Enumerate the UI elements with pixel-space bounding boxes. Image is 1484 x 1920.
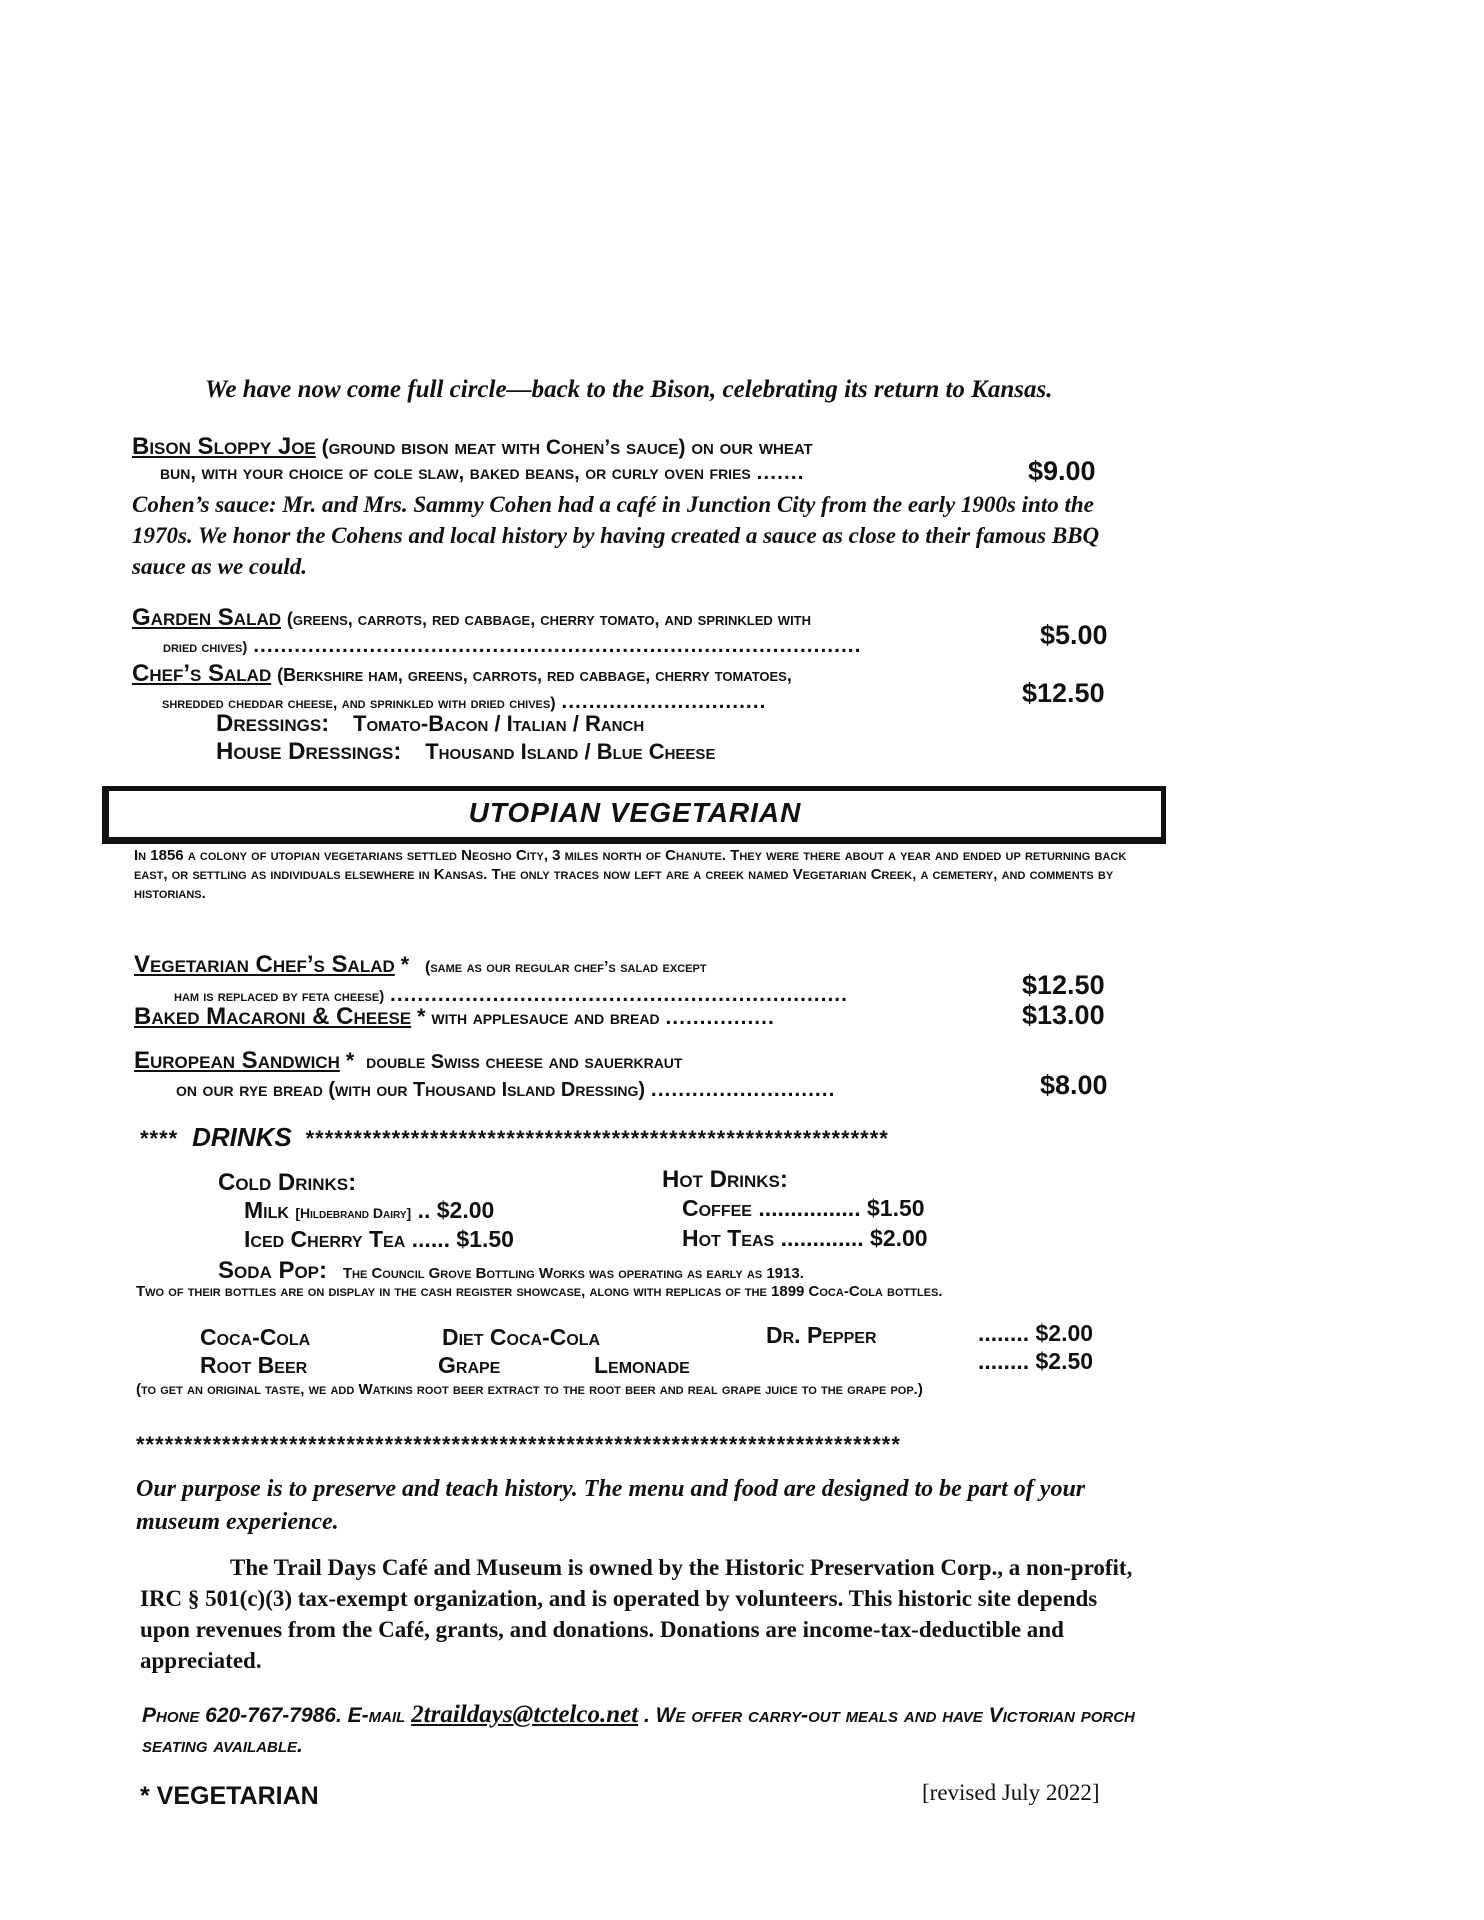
mac-cheese-price: $13.00 [1022, 1000, 1105, 1030]
sloppy-joe-dots: ....... [756, 461, 805, 484]
phone-text: Phone 620-767-7986. [142, 1704, 342, 1727]
sloppy-joe-desc-1: (ground bison meat with Cohen’s sauce) on our wheat [321, 436, 813, 459]
contact-info [142, 1700, 1162, 1761]
hot-drink-teas [682, 1225, 928, 1252]
utopian-vegetarian-title: UTOPIAN VEGETARIAN [468, 797, 802, 828]
drinks-header [140, 1122, 889, 1153]
purpose-statement: Our purpose is to preserve and teach history. The menu and food are designed to be part of your museum experience. [136, 1476, 1086, 1535]
european-sandwich-line-1 [134, 1047, 682, 1075]
soda-coca-cola: Coca-Cola [200, 1324, 311, 1350]
european-sandwich-desc-2: on our rye bread (with our Thousand Island Dressing) [176, 1079, 646, 1101]
garden-salad-price: $5.00 [1040, 620, 1108, 650]
cohens-sauce-note: Cohen’s sauce: Mr. and Mrs. Sammy Cohen had a café in Junction City from the early 1900s into the 1970s. We honor the Cohens and local history by having created a sauce as close to their famous BBQ sauce as we could. [132, 492, 1100, 579]
coffee-name: Coffee [682, 1195, 752, 1221]
european-sandwich-name: European Sandwich [134, 1047, 340, 1074]
chefs-salad-desc-2: shredded cheddar cheese, and sprinkled with dried chives) [162, 695, 556, 712]
house-dressings-options: Thousand Island / Blue Cheese [425, 739, 716, 764]
mac-cheese-name: Baked Macaroni & Cheese [134, 1003, 412, 1030]
hot-teas-dots: ............. [780, 1225, 864, 1251]
house-dressings-label: House Dressings: [216, 738, 402, 765]
garden-salad-name: Garden Salad [132, 604, 282, 631]
milk-note: [Hildebrand Dairy] [295, 1205, 412, 1221]
veg-chefs-salad-name: Vegetarian Chef’s Salad [134, 951, 395, 978]
garden-salad-line-1 [132, 604, 811, 632]
soda-original-taste-note: (to get an original taste, we add Watkins root beer extract to the root beer and real grape juice to the grape pop.) [136, 1381, 923, 1398]
soda-dr-pepper: Dr. Pepper [766, 1322, 877, 1348]
chefs-salad-line-1 [132, 660, 792, 688]
veg-chefs-salad-desc-2: ham is replaced by feta cheese) [174, 988, 385, 1005]
dressings-line [216, 710, 644, 738]
garden-salad-desc-2: dried chives) [163, 639, 248, 656]
cold-drink-milk [244, 1197, 494, 1224]
veg-chefs-salad-mark: * [400, 952, 410, 977]
soda-pop-line [218, 1257, 804, 1285]
soda-root-beer: Root Beer [200, 1352, 308, 1378]
soda-pop-note-2: Two of their bottles are on display in the cash register showcase, along with replicas of the 1899 Coca-Cola bottles. [136, 1283, 943, 1300]
mac-cheese-mark: * [416, 1004, 426, 1029]
sloppy-joe-desc-2: bun, with your choice of cole slaw, baked beans, or curly oven fries [160, 462, 751, 484]
utopian-vegetarian-banner [102, 786, 1166, 844]
iced-tea-price: $1.50 [456, 1226, 514, 1252]
drinks-stars-left: **** [140, 1126, 179, 1151]
soda-lemonade: Lemonade [594, 1352, 690, 1378]
iced-tea-name: Iced Cherry Tea [244, 1226, 406, 1252]
divider-stars: ******************************************************************************** [136, 1432, 901, 1457]
chefs-salad-dots: .............................. [561, 690, 767, 713]
ownership-statement: The Trail Days Café and Museum is owned by the Historic Preservation Corp., a non-profit, IRC § 501(c)(3) tax-exempt organization, and is operated by volunteers. This historic site depends upon revenues from the Café, grants, and donations. Donations are income-tax-deductible and appreciated. [140, 1555, 1133, 1673]
garden-salad-dots: ......................................................................................... [253, 634, 862, 657]
european-sandwich-dots: ........................... [650, 1078, 836, 1101]
coffee-price: $1.50 [866, 1195, 925, 1221]
sloppy-joe-name: Bison Sloppy Joe [132, 433, 316, 460]
sloppy-joe-line-2 [160, 461, 804, 485]
carry-out-text: . We offer carry-out meals and have Victorian porch seating available. [142, 1704, 1135, 1757]
dressings-label: Dressings: [216, 710, 330, 737]
garden-salad-desc-1: (greens, carrots, red cabbage, cherry tomato, and sprinkled with [286, 609, 812, 629]
veg-chefs-salad-desc-1: (same as our regular chef’s salad except [425, 959, 707, 976]
email-label: E-mail [347, 1704, 406, 1727]
soda-row2-price: ........ $2.50 [978, 1348, 1094, 1374]
veg-chefs-salad-dots: ................................................................... [390, 983, 848, 1006]
mac-cheese-line [134, 1003, 775, 1031]
chefs-salad-name: Chef’s Salad [132, 660, 272, 687]
drinks-stars-right: ************************************************************* [305, 1126, 889, 1151]
soda-pop-label: Soda Pop: [218, 1257, 328, 1284]
utopian-history: In 1856 a colony of utopian vegetarians settled Neosho City, 3 miles north of Chanute. They were there about a year and ended up returning back east, or settling as individuals elsewhere in Kansas. The only traces now left are a creek named Vegetarian Creek, a cemetery, and comments by historians. [134, 847, 1127, 902]
revised-date: [revised July 2022] [922, 1780, 1100, 1805]
soda-diet-coca-cola: Diet Coca-Cola [442, 1324, 601, 1350]
intro-line: We have now come full circle—back to the Bison, celebrating its return to Kansas. [205, 376, 1053, 403]
chefs-salad-price: $12.50 [1022, 678, 1105, 708]
hot-teas-price: $2.00 [870, 1225, 928, 1251]
mac-cheese-desc: with applesauce and bread [431, 1007, 660, 1029]
soda-row1-price: ........ $2.00 [978, 1320, 1094, 1346]
soda-pop-note-1: The Council Grove Bottling Works was operating as early as 1913. [342, 1265, 804, 1282]
hot-drinks-heading: Hot Drinks: [662, 1166, 788, 1193]
veg-chefs-salad-price: $12.50 [1022, 970, 1105, 1000]
email-link[interactable]: 2traildays@tctelco.net [411, 1701, 639, 1728]
european-sandwich-price: $8.00 [1040, 1070, 1108, 1100]
european-sandwich-mark: * [345, 1048, 355, 1073]
sloppy-joe-price: $9.00 [1028, 456, 1096, 486]
milk-name: Milk [244, 1197, 289, 1223]
european-sandwich-line-2 [176, 1078, 835, 1102]
hot-drink-coffee [682, 1195, 925, 1222]
hot-teas-name: Hot Teas [682, 1225, 775, 1251]
house-dressings-line [216, 738, 715, 766]
mac-cheese-dots: ................ [665, 1006, 775, 1029]
soda-grape: Grape [438, 1352, 501, 1378]
coffee-dots: ................ [758, 1195, 861, 1221]
sloppy-joe-line-1 [132, 433, 813, 461]
chefs-salad-desc-1: (Berkshire ham, greens, carrots, red cabbage, cherry tomatoes, [277, 665, 792, 685]
cold-drink-iced-tea [244, 1226, 514, 1253]
cold-drinks-heading: Cold Drinks: [218, 1169, 357, 1196]
iced-tea-dots: ...... [411, 1226, 450, 1252]
european-sandwich-desc-1: double Swiss cheese and sauerkraut [366, 1051, 683, 1073]
drinks-title: DRINKS [192, 1122, 292, 1152]
veg-chefs-salad-line-1 [134, 951, 707, 979]
dressings-options: Tomato-Bacon / Italian / Ranch [353, 711, 645, 736]
garden-salad-line-2 [163, 634, 861, 658]
vegetarian-key: * VEGETARIAN [140, 1782, 319, 1810]
milk-price: $2.00 [436, 1197, 495, 1223]
milk-dots: .. [417, 1197, 431, 1223]
